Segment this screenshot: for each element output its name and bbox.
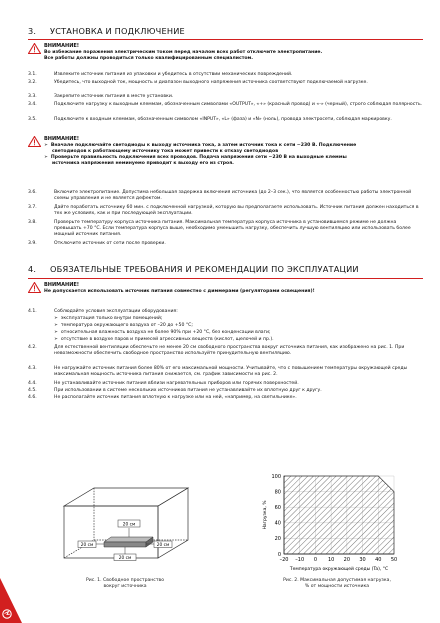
x-tick-label: 10	[327, 557, 335, 563]
clearance-label-top: 20 см	[122, 522, 136, 528]
x-tick-label: 40	[375, 557, 382, 563]
arrow-icon: ➢	[44, 155, 48, 160]
section-4-rule	[28, 278, 423, 279]
clearance-label-right: 20 см	[156, 542, 170, 548]
list-item: 3.3. Закрепите источник питания в месте установки.	[28, 94, 174, 99]
warning-block-1	[28, 43, 423, 63]
list-item: 4.2. Для естественной вентиляции обеспечьте не менее 20 см свободного пространства вокруг источника питания, как изображено на рис. 1. При невозможности обеспечить свободное пространство используйте принудительную вентиляцию.	[28, 345, 405, 357]
power-supply-block	[104, 537, 153, 547]
section-3-title: 3. УСТАНОВКА И ПОДКЛЮЧЕНИЕ	[28, 26, 185, 36]
y-axis-label: Нагрузка, %	[263, 500, 268, 530]
y-tick-label: 100	[271, 473, 281, 480]
warning-bullet: ➢ Вначале подключайте светодиоды к выходу источника тока, а затем источник тока к сети ~230 В. Подключение	[44, 143, 357, 148]
warning-icon	[28, 136, 41, 147]
warning-bullet-cont: светодиодов к работающему источнику тока может привести к отказу светодиодов	[52, 149, 279, 154]
x-tick-label: 30	[359, 557, 366, 563]
list-item: 4.3. Не нагружайте источник питания более 80% от его максимальной мощности. Учитывайте, что с повышением температуры окружающей среды максимальная мощность источника питания снижается, см. график зависимости на рис. 2.	[28, 366, 408, 378]
list-item: 3.4. Подключите нагрузку к выходным клеммам, обозначенным символами «OUTPUT», «+» (красный провод) и «-» (черный), строго соблюдая полярность.	[28, 102, 423, 107]
section-3-rule	[28, 39, 423, 40]
warning-heading: ВНИМАНИЕ!	[44, 282, 80, 288]
derating-area	[284, 476, 394, 554]
x-tick-label: 0	[313, 557, 318, 563]
list-item: 3.1. Извлеките источник питания из упаковки и убедитесь в отсутствии механических повреждений.	[28, 72, 293, 77]
x-tick-label: –20	[279, 557, 289, 563]
list-item: 4.1. Соблюдайте условия эксплуатации оборудования:	[28, 309, 178, 314]
condition-item: ➢ относительная влажность воздуха не более 90% при +20 °C, без конденсации влаги;	[54, 330, 271, 335]
arrow-icon: ➢	[54, 316, 58, 321]
x-tick-label: –10	[295, 557, 305, 563]
clearance-label-left: 20 см	[80, 542, 94, 548]
brand-corner-mark	[0, 578, 22, 623]
y-tick-label: 60	[274, 505, 281, 511]
figure-1-caption: Рис. 1. Свободное пространство вокруг источника	[85, 578, 165, 589]
x-axis-label: Температура окружающей среды (Ta), °C	[289, 567, 389, 572]
warning-bullet: ➢ Проверьте правильность подключения всех проводов. Подача напряжения сети ~230 В на выходные клеммы	[44, 155, 347, 160]
warning-bullet-cont: источника напряжения неминуемо приводит к выходу его из строя.	[52, 161, 234, 166]
warning-icon	[28, 282, 41, 293]
list-item: 3.8. Проверьте температуру корпуса источника питания. Максимальная температура корпуса источника в установившемся режиме не должна превышать +70 °С. Если температура корпуса выше, необходимо уменьшить нагрузку, обеспечить лучшую вентиляцию или использовать более мощный источник питания.	[28, 220, 411, 238]
list-item: 3.9. Отключите источник от сети после проверки.	[28, 241, 166, 246]
figure-2-derating-chart	[244, 466, 424, 576]
x-tick-label: 20	[343, 557, 351, 563]
figure-2-caption: Рис. 2. Максимальная допустимая нагрузка, % от мощности источника	[283, 578, 391, 589]
list-item: 3.7. Дайте поработать источнику 60 мин. с подключенной нагрузкой, которую вы предполагаете использовать. Источник питания должен находиться в тех же условиях, как и при последующей эксплуатации.	[28, 205, 419, 217]
warning-line: Все работы должны проводиться только квалифицированным специалистом.	[44, 56, 254, 61]
list-item: 3.5. Подключите к входным клеммам, обозначенным символом «INPUT», «L» (фаза) и «N» (ноль), провода электросети, соблюдая маркировку.	[28, 117, 392, 122]
warning-block-2	[28, 136, 423, 186]
warning-heading: ВНИМАНИЕ!	[44, 136, 80, 142]
arrow-icon: ➢	[54, 337, 58, 342]
list-item: 4.5. При использовании в системе нескольких источников питания не устанавливайте их вплотную друг к другу.	[28, 388, 322, 393]
condition-item: ➢ эксплуатация только внутри помещений;	[54, 316, 163, 321]
x-tick-labels	[280, 557, 398, 563]
arrow-icon: ➢	[54, 323, 58, 328]
y-tick-label: 20	[274, 536, 281, 543]
list-item: 3.6. Включите электропитание. Допустима небольшая задержка включения источника (до 2–3 сек.), что является особенностью работы электронной схемы управления и не является дефектом.	[28, 190, 412, 202]
condition-item: ➢ температура окружающего воздуха от –20 до +50 °C;	[54, 323, 193, 328]
warning-line: Во избежание поражения электрическим током перед началом всех работ отключите электропитание.	[44, 50, 323, 55]
list-item: 3.2. Убедитесь, что выходной ток, мощность и диапазон выходного напряжения источника соответствуют подключаемой нагрузке.	[28, 80, 368, 85]
arrow-icon: ➢	[54, 330, 58, 335]
y-tick-labels	[271, 474, 281, 558]
y-tick-label: 0	[277, 551, 281, 558]
warning-icon	[28, 43, 41, 54]
section-4-title: 4. ОБЯЗАТЕЛЬНЫЕ ТРЕБОВАНИЯ И РЕКОМЕНДАЦИИ ПО ЭКСПЛУАТАЦИИ	[28, 264, 359, 274]
warning-line: Не допускается использовать источник питания совместно с диммерами (регуляторами освещения)!	[44, 289, 315, 294]
y-tick-label: 40	[274, 520, 281, 527]
condition-item: ➢ отсутствие в воздухе паров и примесей агрессивных веществ (кислот, щелочей и пр.).	[54, 337, 274, 342]
x-tick-label: 50	[390, 557, 398, 563]
warning-block-3	[28, 282, 423, 298]
figure-1-clearance-diagram	[50, 468, 200, 578]
warning-heading: ВНИМАНИЕ!	[44, 43, 80, 49]
y-tick-label: 80	[274, 489, 281, 496]
list-item: 4.4. Не устанавливайте источник питания вблизи нагревательных приборов или горячих поверхностей.	[28, 381, 299, 386]
clearance-label-bottom: 20 см	[118, 555, 132, 561]
arrow-icon: ➢	[44, 143, 48, 148]
list-item: 4.6. Не располагайте источник питания вплотную к нагрузке или на ней, «например, на светильнике».	[28, 395, 297, 400]
